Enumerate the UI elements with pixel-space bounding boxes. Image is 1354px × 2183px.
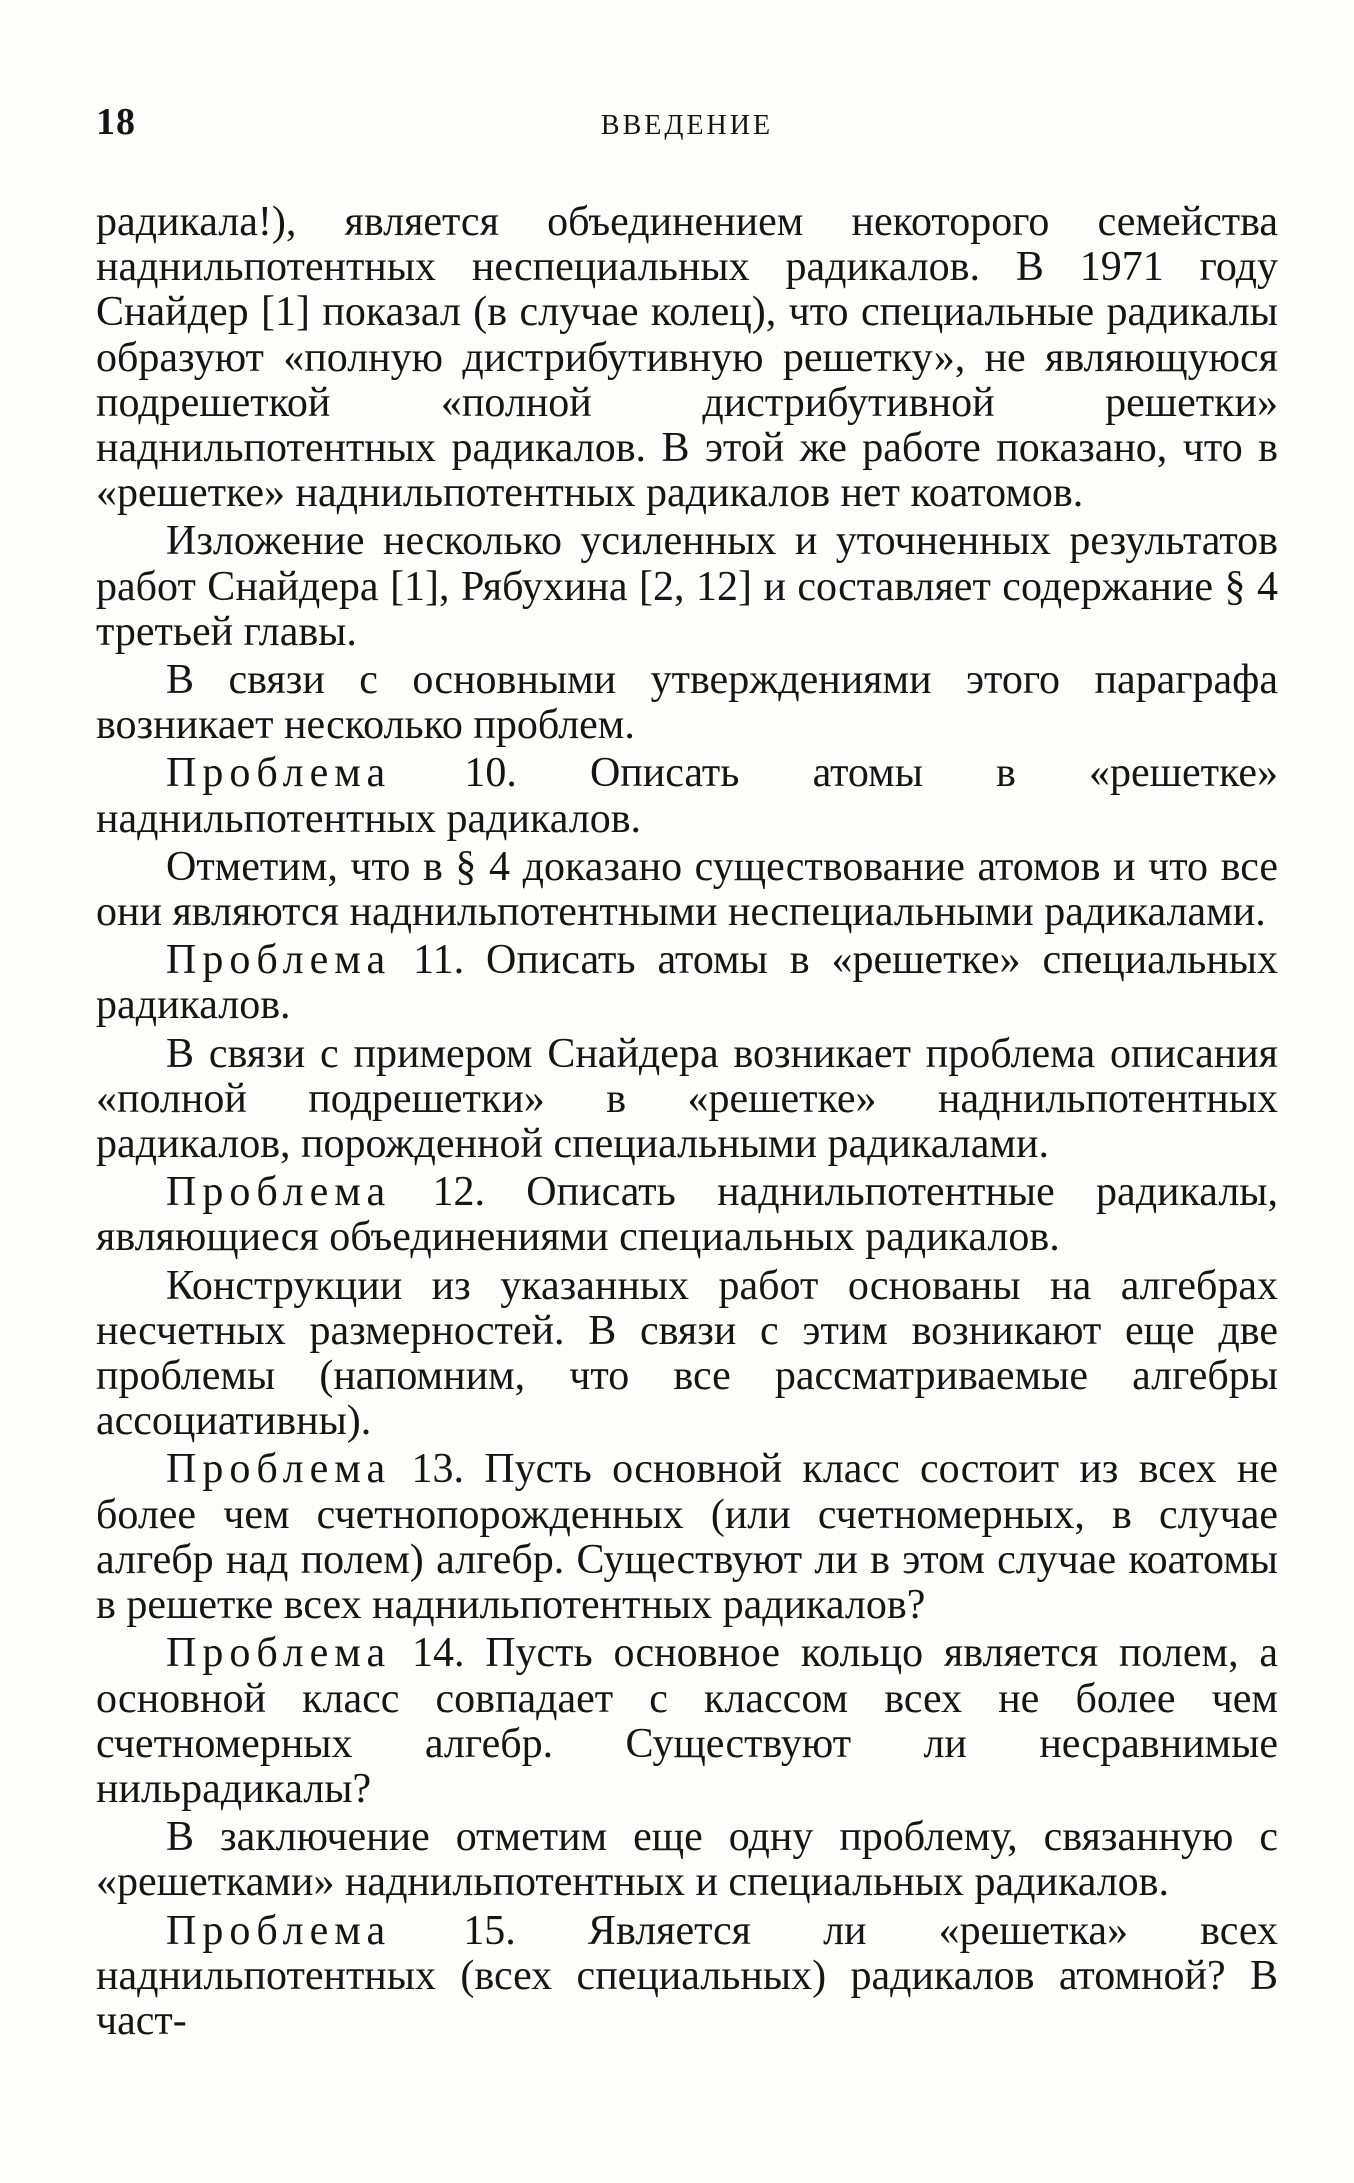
paragraph-9: Конструкции из указанных работ основаны на алгебрах несчетных размерностей. В связи с этим возникают еще две проблемы (напомним, что все рассматриваемые алгебры ассоциативны). — [96, 1262, 1278, 1445]
problem-label: Проблема — [166, 1169, 392, 1216]
running-head — [96, 100, 1278, 150]
running-title: ВВЕДЕНИЕ — [600, 110, 774, 141]
problem-11: Проблема 11. Описать атомы в «решетке» специальных радикалов. — [96, 937, 1278, 1029]
paragraph-7: В связи с примером Снайдера возникает проблема описания «полной подрешетки» в «решетке» наднильпотентных радикалов, порожденной специальными радикалами. — [96, 1030, 1278, 1168]
problem-label: Проблема — [166, 937, 392, 984]
problem-label: Проблема — [166, 1446, 392, 1493]
body-text — [96, 200, 1278, 2047]
problem-14: Проблема 14. Пусть основное кольцо является полем, а основной класс совпадает с классом всех не более чем счетномерных алгебр. Существуют ли несравнимые нильрадикалы? — [96, 1630, 1278, 1812]
paragraph-1: радикала!), является объединением некоторого семейства наднильпотентных неспециальных радикалов. В 1971 году Снайдер [1] показал (в случае колец), что специальные радикалы образуют «полную дистрибутивную решетку», не являющуюся подрешеткой «полной дистрибутивной решетки» наднильпотентных радикалов. В этой же работе показано, что в «решетке» наднильпотентных радикалов нет коатомов. — [96, 199, 1278, 517]
problem-label: Проблема — [166, 1907, 392, 1954]
paragraph-2: Изложение несколько усиленных и уточненных результатов работ Снайдера [1], Рябухина [2, 12] и составляет содержание § 4 третьей главы. — [96, 518, 1278, 655]
problem-13: Проблема 13. Пусть основной класс состоит из всех не более чем счетнопорожденных (или счетномерных, в случае алгебр над полем) алгебр. Существуют ли в этом случае коатомы в решетке всех наднильпотентных радикалов? — [96, 1446, 1278, 1629]
problem-label: Проблема — [166, 750, 392, 797]
problem-10: Проблема 10. Описать атомы в «решетке» наднильпотентных радикалов. — [96, 750, 1278, 842]
problem-label: Проблема — [166, 1630, 392, 1677]
paragraph-5: Отметим, что в § 4 доказано существование атомов и что все они являются наднильпотентными неспециальными радикалами. — [96, 843, 1278, 936]
problem-12: Проблема 12. Описать наднильпотентные радикалы, являющиеся объединениями специальных радикалов. — [96, 1169, 1278, 1261]
paragraph-3: В связи с основными утверждениями этого параграфа возникает несколько проблем. — [96, 657, 1278, 749]
paragraph-12: В заключение отметим еще одну проблему, связанную с «решетками» наднильпотентных и специальных радикалов. — [96, 1814, 1278, 1906]
problem-15: Проблема 15. Является ли «решетка» всех наднильпотентных (всех специальных) радикалов атомной? В част- — [96, 1907, 1278, 2044]
page-number: 18 — [96, 101, 136, 143]
